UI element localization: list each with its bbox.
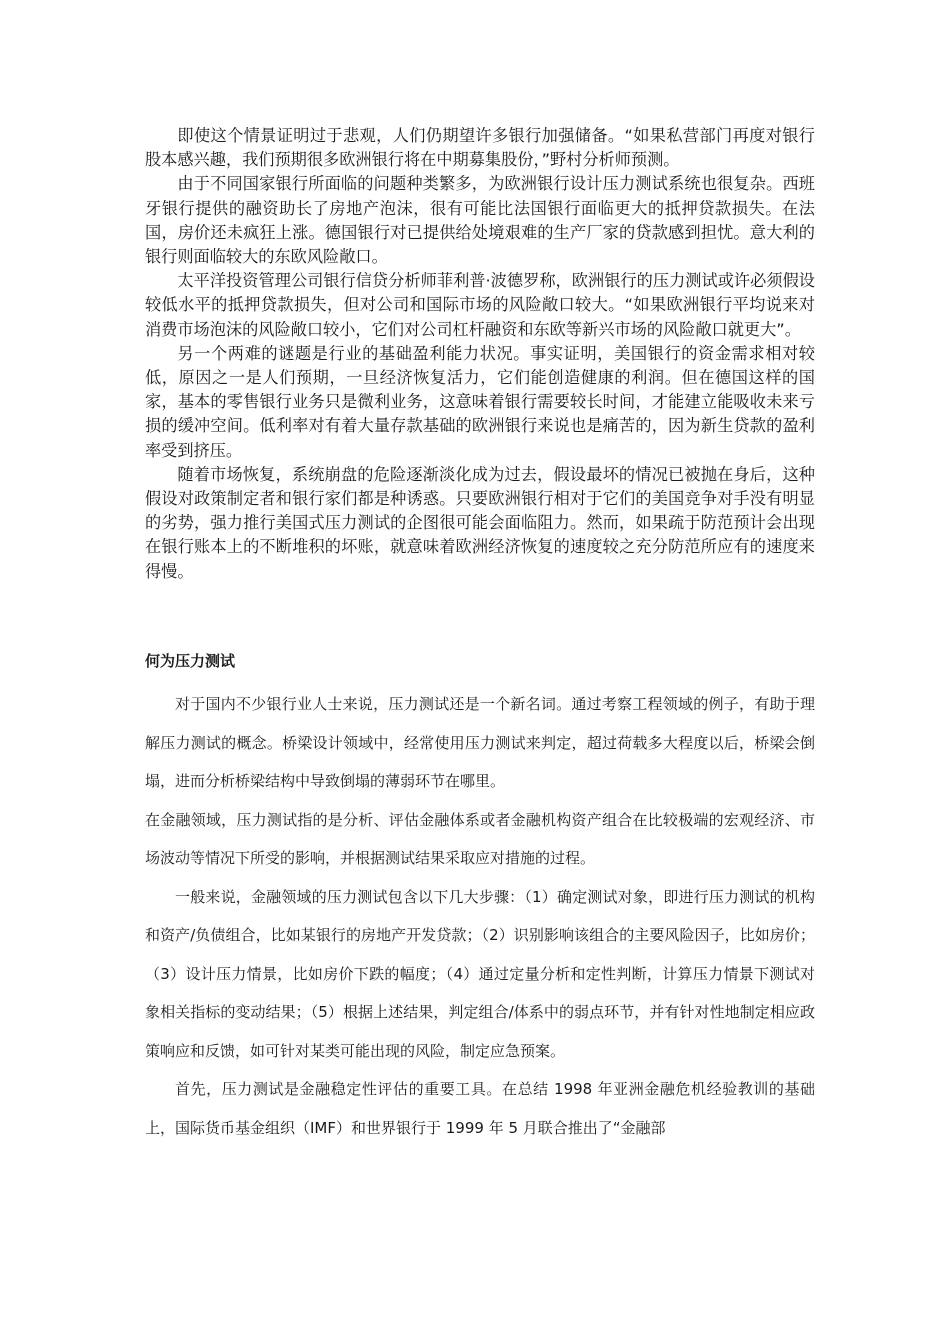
paragraph-market-recovery: 随着市场恢复，系统崩盘的危险逐渐淡化成为过去，假设最坏的情况已被抛在身后，这种假设对政策制定者和银行家们都是种诱惑。只要欧洲银行相对于它们的美国竞争对手没有明显的劣势，强力推行美国式压力测试的企图很可能会面临阻力。然而，如果疏于防范预计会出现在银行账本上的不断堆积的坏账，就意味着欧洲经济恢复的速度较之充分防范所应有的速度来得慢。: [145, 464, 815, 581]
paragraph-profitability: 另一个两难的谜题是行业的基础盈利能力状况。事实证明，美国银行的资金需求相对较低，原因之一是人们预期，一旦经济恢复活力，它们能创造健康的利润。但在德国这样的国家，基本的零售银行业务只是微利业务，这意味着银行需要较长时间，才能建立能吸收未来亏损的缓冲空间。低利率对有着大量存款基础的欧洲银行来说也是痛苦的，因为新生贷款的盈利率受到挤压。: [145, 343, 815, 460]
paragraph-steps: 一般来说，金融领域的压力测试包含以下几大步骤：（1）确定测试对象，即进行压力测试的机构和资产/负债组合，比如某银行的房地产开发贷款；（2）识别影响该组合的主要风险因子，比如房价；（3）设计压力情景，比如房价下跌的幅度；（4）通过定量分析和定性判断，计算压力情景下测试对象相关指标的变动结果；（5）根据上述结果，判定组合/体系中的弱点环节，并有针对性地制定相应政策响应和反馈，如可针对某类可能出现的风险，制定应急预案。: [145, 887, 815, 1060]
section-heading: 何为压力测试: [145, 652, 236, 670]
article-body-top: [145, 124, 815, 584]
paragraph-definition-engineering: 对于国内不少银行业人士来说，压力测试还是一个新名词。通过考察工程领域的例子，有助于理解压力测试的概念。桥梁设计领域中，经常使用压力测试来判定，超过荷载多大程度以后，桥梁会倒塌，进而分析桥梁结构中导致倒塌的薄弱环节在哪里。: [145, 695, 815, 790]
article-body-bottom: [145, 685, 815, 1147]
paragraph-imf: 首先，压力测试是金融稳定性评估的重要工具。在总结 1998 年亚洲金融危机经验教训的基础上，国际货币基金组织（IMF）和世界银行于 1999 年 5 月联合推出了“金融部: [145, 1080, 815, 1137]
paragraph-pimco-analyst: 太平洋投资管理公司银行信贷分析师菲利普·波德罗称，欧洲银行的压力测试或许必须假设较低水平的抵押贷款损失，但对公司和国际市场的风险敞口较大。“如果欧洲银行平均说来对消费市场泡沫的风险敞口较小，它们对公司杠杆融资和东欧等新兴市场的风险敞口就更大”。: [145, 271, 815, 339]
paragraph-country-problems: 由于不同国家银行所面临的问题种类繁多，为欧洲银行设计压力测试系统也很复杂。西班牙银行提供的融资助长了房地产泡沫，很有可能比法国银行面临更大的抵押贷款损失。在法国，房价还未疯狂上涨。德国银行对已提供给处境艰难的生产厂家的贷款感到担忧。意大利的银行则面临较大的东欧风险敞口。: [145, 174, 815, 267]
paragraph-definition-finance: 在金融领域，压力测试指的是分析、评估金融体系或者金融机构资产组合在比较极端的宏观经济、市场波动等情况下所受的影响，并根据测试结果采取应对措施的过程。: [145, 810, 815, 867]
paragraph-reserves: 即使这个情景证明过于悲观，人们仍期望许多银行加强储备。“如果私营部门再度对银行股本感兴趣，我们预期很多欧洲银行将在中期募集股份，”野村分析师预测。: [145, 126, 815, 170]
